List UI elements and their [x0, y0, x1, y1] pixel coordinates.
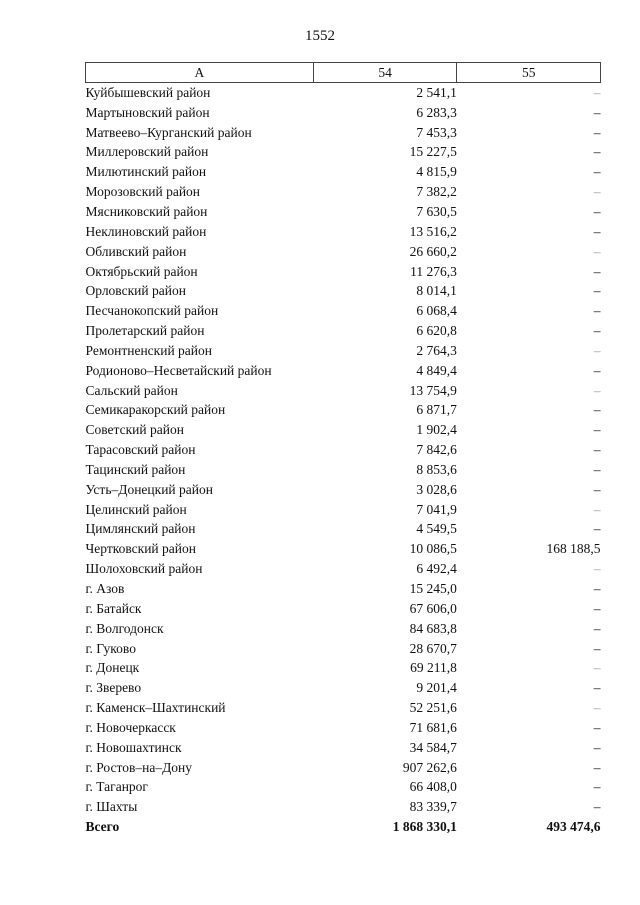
row-value-54: 11 276,3 — [410, 263, 457, 279]
row-name: Семикаракорский район — [85, 402, 226, 418]
header-col-54: 54 — [313, 63, 457, 83]
row-name: Тарасовский район — [85, 442, 196, 458]
row-name: Морозовский район — [85, 184, 201, 200]
row-value-55: – — [593, 600, 601, 616]
row-name: Целинский район — [85, 501, 187, 517]
row-value-55: – — [593, 203, 601, 219]
row-value-55: – — [593, 640, 601, 656]
row-value-55: – — [593, 184, 601, 200]
row-name: Мартыновский район — [85, 104, 210, 120]
table-row — [86, 381, 601, 401]
row-name: Пролетарский район — [85, 323, 205, 339]
table-row — [86, 778, 601, 798]
row-value-54: 1 902,4 — [416, 422, 457, 438]
row-value-54: 6 492,4 — [416, 561, 457, 577]
row-value-55: – — [593, 243, 601, 259]
table-row — [86, 658, 601, 678]
row-name: г. Ростов–на–Дону — [85, 759, 193, 775]
table-row — [86, 361, 601, 381]
table-row — [86, 559, 601, 579]
table-row — [86, 222, 601, 242]
row-value-55: – — [593, 739, 601, 755]
row-name: г. Таганрог — [85, 779, 148, 795]
row-value-54: 2 764,3 — [416, 342, 457, 358]
row-value-55: 168 188,5 — [546, 541, 601, 557]
row-name: г. Донецк — [85, 660, 140, 676]
header-col-a: А — [86, 63, 314, 83]
total-value-54: 1 868 330,1 — [392, 819, 457, 835]
row-value-55: – — [593, 303, 601, 319]
table-row — [86, 182, 601, 202]
table-header-row — [86, 63, 601, 83]
table-body — [86, 83, 601, 818]
row-value-54: 7 041,9 — [416, 501, 457, 517]
row-value-55: – — [593, 402, 601, 418]
row-value-54: 8 853,6 — [416, 461, 457, 477]
row-name: Чертковский район — [85, 541, 196, 557]
row-value-54: 28 670,7 — [409, 640, 457, 656]
row-value-55: – — [593, 779, 601, 795]
row-value-55: – — [593, 342, 601, 358]
table-row — [86, 440, 601, 460]
row-name: Родионово–Несветайский район — [85, 362, 272, 378]
row-name: Усть–Донецкий район — [85, 481, 213, 497]
page-number: 1552 — [305, 28, 335, 44]
row-name: Матвеево–Курганский район — [85, 124, 252, 140]
row-name: Шолоховский район — [85, 561, 203, 577]
row-value-55: – — [593, 124, 601, 140]
row-value-54: 34 584,7 — [409, 739, 457, 755]
row-value-54: 26 660,2 — [409, 243, 457, 259]
row-value-54: 13 754,9 — [409, 382, 457, 398]
row-value-55: – — [593, 144, 601, 160]
row-value-55: – — [593, 164, 601, 180]
row-value-55: – — [593, 442, 601, 458]
row-value-55: – — [593, 263, 601, 279]
row-value-55: – — [593, 719, 601, 735]
row-value-54: 66 408,0 — [409, 779, 457, 795]
row-value-55: – — [593, 700, 601, 716]
row-name: г. Новошахтинск — [85, 739, 182, 755]
row-value-54: 10 086,5 — [409, 541, 457, 557]
table-row — [86, 500, 601, 520]
row-name: Куйбышевский район — [85, 84, 211, 100]
table-row — [86, 143, 601, 163]
row-value-55: – — [593, 84, 601, 100]
table-row — [86, 639, 601, 659]
total-row — [86, 817, 601, 837]
row-value-54: 7 453,3 — [416, 124, 457, 140]
row-value-55: – — [593, 501, 601, 517]
row-value-54: 3 028,6 — [416, 481, 457, 497]
row-value-55: – — [593, 223, 601, 239]
table-row — [86, 619, 601, 639]
table-row — [86, 460, 601, 480]
row-value-55: – — [593, 362, 601, 378]
row-value-55: – — [593, 680, 601, 696]
total-label: Всего — [85, 819, 120, 835]
row-value-55: – — [593, 382, 601, 398]
row-value-54: 4 815,9 — [416, 164, 457, 180]
table-row — [86, 678, 601, 698]
row-name: Октябрьский район — [85, 263, 198, 279]
row-name: Советский район — [85, 422, 184, 438]
row-value-54: 69 211,8 — [410, 660, 457, 676]
row-value-55: – — [593, 660, 601, 676]
table-row — [86, 718, 601, 738]
row-name: Ремонтненский район — [85, 342, 212, 358]
table-row — [86, 480, 601, 500]
table-row — [86, 341, 601, 361]
row-value-54: 6 068,4 — [416, 303, 457, 319]
row-value-54: 7 842,6 — [416, 442, 457, 458]
row-value-55: – — [593, 581, 601, 597]
table-row — [86, 162, 601, 182]
row-value-54: 52 251,6 — [409, 700, 457, 716]
row-value-55: – — [593, 759, 601, 775]
table-row — [86, 301, 601, 321]
row-value-55: – — [593, 422, 601, 438]
table-row — [86, 579, 601, 599]
table-row — [86, 242, 601, 262]
row-value-54: 907 262,6 — [402, 759, 457, 775]
row-value-54: 71 681,6 — [409, 719, 457, 735]
row-value-55: – — [593, 799, 601, 815]
row-name: г. Новочеркасск — [85, 719, 176, 735]
row-value-54: 84 683,8 — [409, 620, 457, 636]
table-row — [86, 520, 601, 540]
row-value-55: – — [593, 561, 601, 577]
row-name: г. Волгодонск — [85, 620, 164, 636]
row-value-54: 4 849,4 — [416, 362, 457, 378]
row-value-55: – — [593, 323, 601, 339]
row-value-54: 67 606,0 — [409, 600, 457, 616]
row-name: г. Гуково — [85, 640, 136, 656]
row-name: Милютинский район — [85, 164, 207, 180]
table-row — [86, 599, 601, 619]
table-row — [86, 738, 601, 758]
row-value-54: 6 871,7 — [416, 402, 457, 418]
row-value-55: – — [593, 461, 601, 477]
header-col-55: 55 — [457, 63, 601, 83]
row-value-54: 15 245,0 — [409, 581, 457, 597]
row-name: Миллеровский район — [85, 144, 209, 160]
table-row — [86, 83, 601, 103]
row-name: Обливский район — [85, 243, 187, 259]
table-row — [86, 420, 601, 440]
table-row — [86, 281, 601, 301]
row-name: Неклиновский район — [85, 223, 207, 239]
row-value-54: 4 549,5 — [416, 521, 457, 537]
table-row — [86, 797, 601, 817]
row-name: г. Азов — [85, 581, 125, 597]
table-row — [86, 758, 601, 778]
row-value-55: – — [593, 481, 601, 497]
table-row — [86, 202, 601, 222]
row-name: Тацинский район — [85, 461, 186, 477]
row-name: Цимлянский район — [85, 521, 196, 537]
row-value-54: 2 541,1 — [416, 84, 457, 100]
table-row — [86, 698, 601, 718]
row-value-54: 15 227,5 — [409, 144, 457, 160]
table-row — [86, 539, 601, 559]
row-value-54: 9 201,4 — [416, 680, 457, 696]
row-name: г. Зверево — [85, 680, 142, 696]
row-name: Песчанокопский район — [85, 303, 219, 319]
row-value-54: 6 283,3 — [416, 104, 457, 120]
row-value-55: – — [593, 521, 601, 537]
table-row — [86, 321, 601, 341]
row-value-54: 7 382,2 — [416, 184, 457, 200]
row-value-55: – — [593, 620, 601, 636]
row-name: Мясниковский район — [85, 203, 208, 219]
row-name: Орловский район — [85, 283, 186, 299]
table-row — [86, 401, 601, 421]
total-value-55: 493 474,6 — [546, 819, 601, 835]
budget-table — [85, 62, 601, 837]
row-value-54: 83 339,7 — [409, 799, 457, 815]
row-value-54: 13 516,2 — [409, 223, 457, 239]
table-row — [86, 262, 601, 282]
table-row — [86, 123, 601, 143]
row-value-54: 6 620,8 — [416, 323, 457, 339]
row-name: г. Шахты — [85, 799, 138, 815]
row-value-54: 8 014,1 — [416, 283, 457, 299]
table-row — [86, 103, 601, 123]
row-value-55: – — [593, 104, 601, 120]
row-value-55: – — [593, 283, 601, 299]
row-value-54: 7 630,5 — [416, 203, 457, 219]
row-name: Сальский район — [85, 382, 178, 398]
row-name: г. Батайск — [85, 600, 142, 616]
row-name: г. Каменск–Шахтинский — [85, 700, 226, 716]
